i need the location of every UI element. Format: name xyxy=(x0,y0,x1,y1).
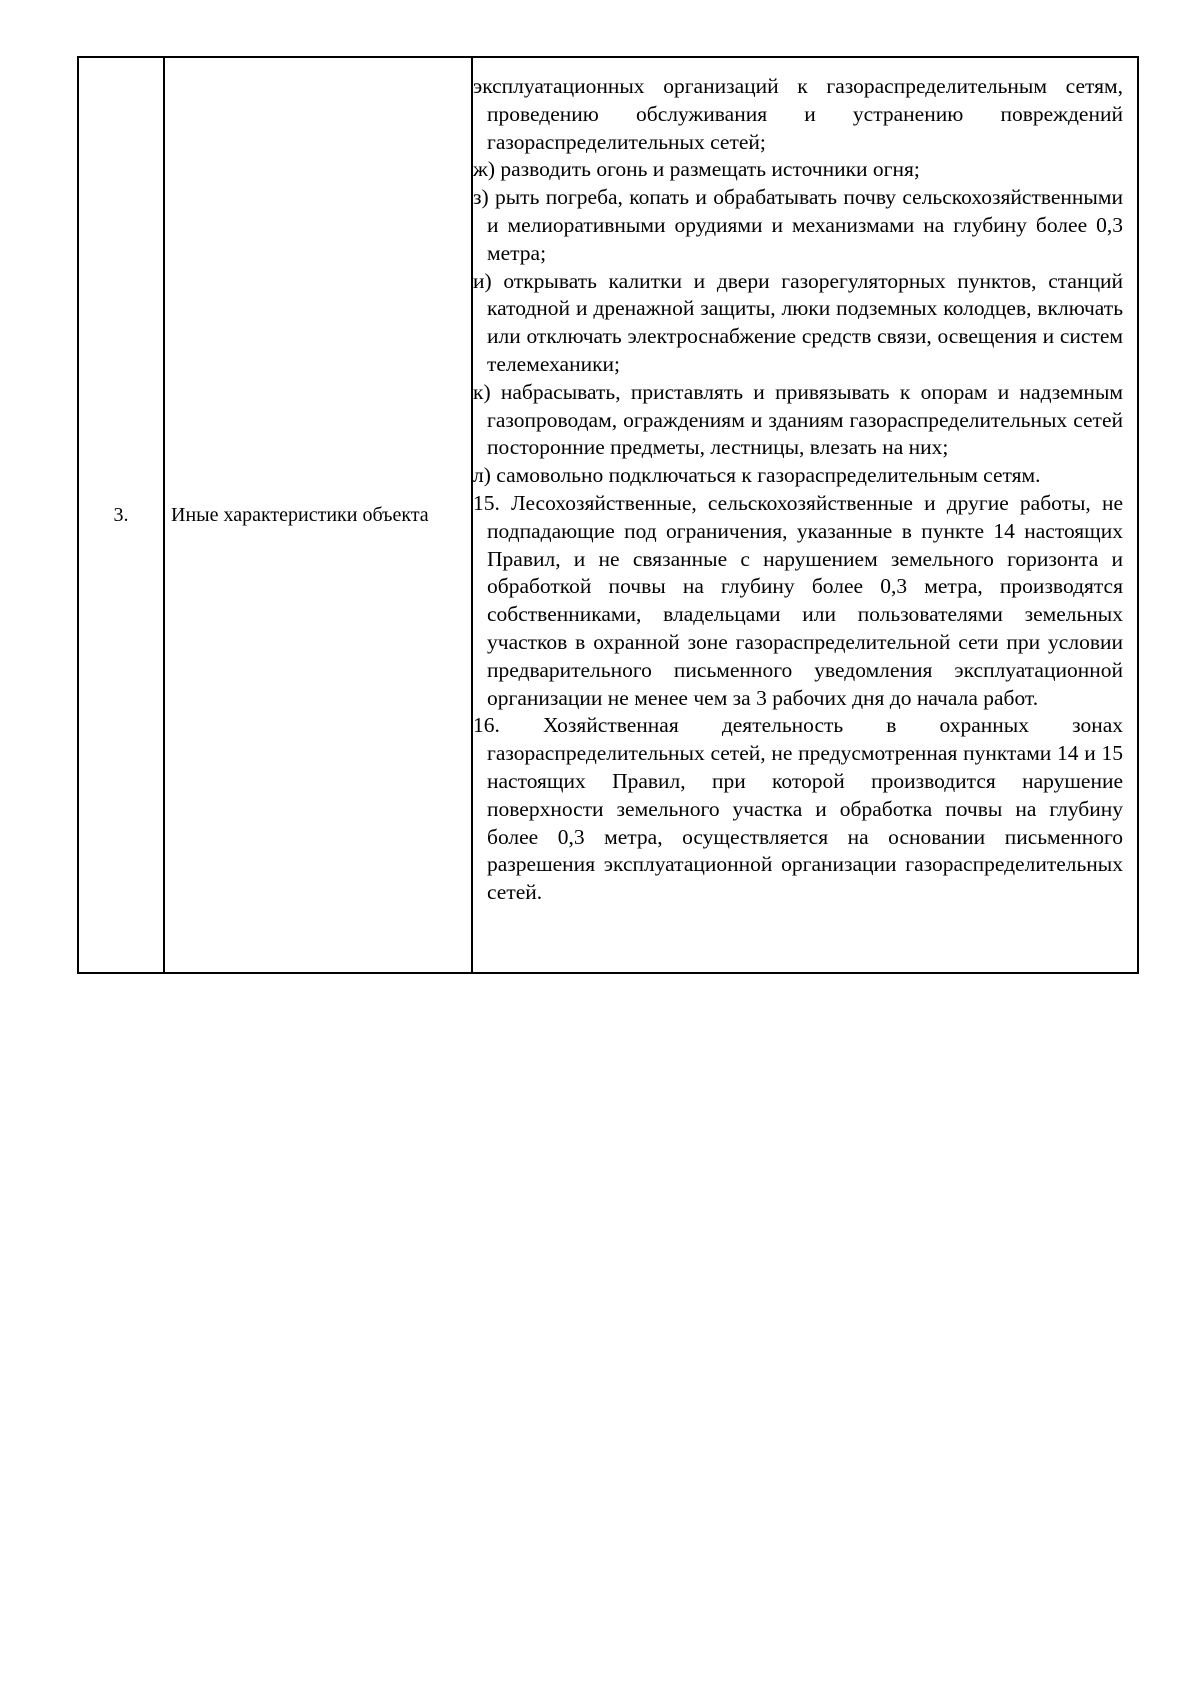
row-number: 3. xyxy=(113,503,129,526)
paragraph-item-l: л) самовольно подключаться к газораспределительным сетям. xyxy=(473,463,1041,488)
row-name-cell xyxy=(164,57,472,973)
paragraph-continuation: эксплуатационных организаций к газораспределительным сетям, проведению обслуживания и устранению повреждений газораспределительных сетей; xyxy=(473,74,1123,154)
row-number-cell xyxy=(78,57,164,973)
paragraph-item-zh: ж) разводить огонь и размещать источники огня; xyxy=(473,157,920,182)
paragraph-item-i: и) открывать калитки и двери газорегуляторных пунктов, станций катодной и дренажной защиты, люки подземных колодцев, включать или отключать электроснабжение средств связи, освещения и систем телемеханики; xyxy=(473,268,1123,376)
characteristics-table xyxy=(77,56,1139,974)
row-name: Иные характеристики объекта xyxy=(171,503,429,526)
paragraph-15: 15. Лесохозяйственные, сельскохозяйственные и другие работы, не подпадающие под ограничения, указанные в пункте 14 настоящих Правил, и не связанные с нарушением земельного горизонта и обработкой почвы на глубину более 0,3 метра, производятся собственниками, владельцами или пользователями земельных участков в охранной зоне газораспределительной сети при условии предварительного письменного уведомления эксплуатационной организации не менее чем за 3 рабочих дня до начала работ. xyxy=(473,490,1123,710)
paragraph-item-k: к) набрасывать, приставлять и привязывать к опорам и надземным газопроводам, ограждениям и зданиям газораспределительных сетей посторонние предметы, лестницы, влезать на них; xyxy=(473,379,1123,460)
paragraph-item-z: з) рыть погреба, копать и обрабатывать почву сельскохозяйственными и мелиоративными орудиями и механизмами на глубину более 0,3 метра; xyxy=(473,185,1123,265)
table-row xyxy=(78,57,1138,973)
row-content-cell xyxy=(472,57,1138,973)
paragraph-16: 16. Хозяйственная деятельность в охранных зонах газораспределительных сетей, не предусмотренная пунктами 14 и 15 настоящих Правил, при которой производится нарушение поверхности земельного участка и обработка почвы на глубину более 0,3 метра, осуществляется на основании письменного разрешения эксплуатационной организации газораспределительных сетей. xyxy=(473,713,1123,905)
